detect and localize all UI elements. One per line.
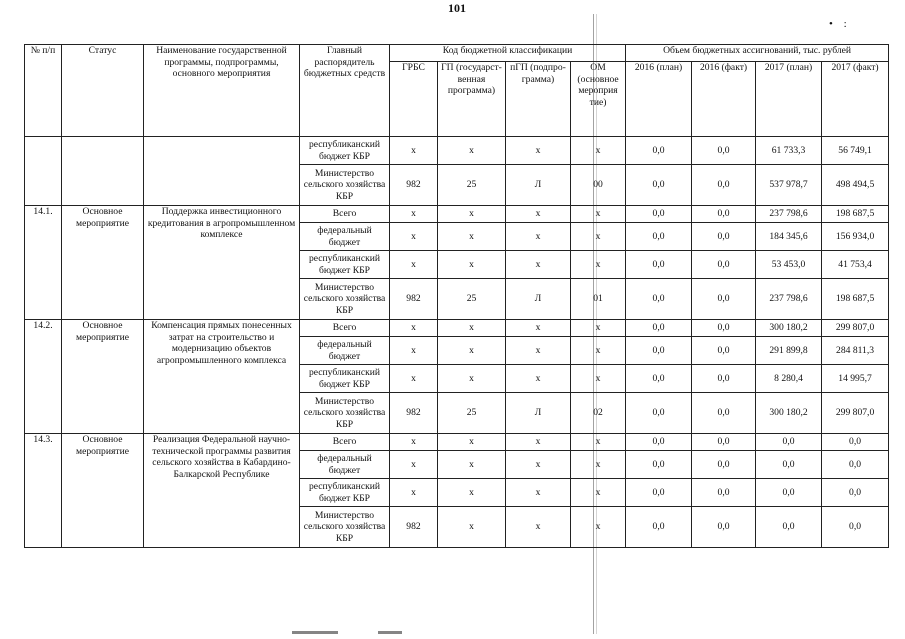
cell-om: х — [571, 365, 626, 393]
cell-program-name: Поддержка инвестиционного кредитования в агропромышленном комплексе — [144, 206, 300, 320]
cell-pgp: х — [506, 337, 571, 365]
scan-marks: • : — [829, 18, 851, 30]
header-2016-fact: 2016 (факт) — [692, 62, 756, 137]
cell-2016-fact: 0,0 — [692, 434, 756, 451]
cell-pgp: х — [506, 507, 571, 548]
table-body — [25, 137, 889, 548]
table-row — [25, 434, 889, 451]
cell-administrator: федеральный бюджет — [300, 451, 390, 479]
page-number: 101 — [448, 1, 466, 15]
cell-gp: х — [438, 251, 506, 279]
cell-2017-plan: 53 453,0 — [756, 251, 822, 279]
cell-2017-fact: 198 687,5 — [822, 206, 889, 223]
cell-2017-plan: 237 798,6 — [756, 279, 822, 320]
cell-pgp: х — [506, 451, 571, 479]
cell-2017-plan: 184 345,6 — [756, 223, 822, 251]
cell-item-number: 14.3. — [25, 434, 62, 548]
header-program-name: Наименование государственной программы, подпрограммы, основного мероприятия — [144, 45, 300, 137]
cell-grbs: 982 — [390, 393, 438, 434]
table-header — [25, 45, 889, 137]
cell-om: х — [571, 320, 626, 337]
cell-grbs: х — [390, 434, 438, 451]
cell-2017-fact: 498 494,5 — [822, 165, 889, 206]
cell-2017-fact: 198 687,5 — [822, 279, 889, 320]
cell-om: х — [571, 507, 626, 548]
cell-2016-fact: 0,0 — [692, 451, 756, 479]
cell-om: х — [571, 479, 626, 507]
cell-2016-fact: 0,0 — [692, 337, 756, 365]
cell-2017-fact: 0,0 — [822, 507, 889, 548]
cell-om: х — [571, 137, 626, 165]
cell-2017-plan: 8 280,4 — [756, 365, 822, 393]
cell-pgp: Л — [506, 393, 571, 434]
cell-administrator: Всего — [300, 320, 390, 337]
cell-grbs: х — [390, 223, 438, 251]
cell-administrator: республиканский бюджет КБР — [300, 137, 390, 165]
cell-om: х — [571, 337, 626, 365]
cell-status: Основное мероприятие — [62, 320, 144, 434]
cell-grbs: х — [390, 137, 438, 165]
cell-administrator: федеральный бюджет — [300, 223, 390, 251]
cell-status: Основное мероприятие — [62, 434, 144, 548]
cell-grbs: х — [390, 206, 438, 223]
cell-2016-plan: 0,0 — [626, 165, 692, 206]
cell-grbs: х — [390, 365, 438, 393]
header-num: № п/п — [25, 45, 62, 137]
cell-pgp: х — [506, 223, 571, 251]
header-administrator: Главный распорядитель бюджетных средств — [300, 45, 390, 137]
cell-2016-plan: 0,0 — [626, 206, 692, 223]
cell-administrator: Министерство сельского хозяйства КБР — [300, 279, 390, 320]
cell-2017-plan: 0,0 — [756, 451, 822, 479]
header-volume-group: Объем бюджетных ассигнований, тыс. рублей — [626, 45, 889, 62]
cell-grbs: 982 — [390, 507, 438, 548]
cell-2017-fact: 299 807,0 — [822, 393, 889, 434]
cell-grbs: х — [390, 251, 438, 279]
cell-2016-plan: 0,0 — [626, 337, 692, 365]
cell-item-number: 14.1. — [25, 206, 62, 320]
cell-2016-plan: 0,0 — [626, 507, 692, 548]
cell-pgp: х — [506, 365, 571, 393]
table-row — [25, 320, 889, 337]
cell-administrator: республиканский бюджет КБР — [300, 479, 390, 507]
scan-smudge — [378, 631, 402, 634]
cell-item-number: 14.2. — [25, 320, 62, 434]
cell-2016-fact: 0,0 — [692, 365, 756, 393]
header-status: Статус — [62, 45, 144, 137]
header-2017-plan: 2017 (план) — [756, 62, 822, 137]
cell-item-number — [25, 137, 62, 206]
cell-om: х — [571, 251, 626, 279]
cell-gp: х — [438, 320, 506, 337]
cell-grbs: х — [390, 479, 438, 507]
header-pgp: пГП (подпро-грамма) — [506, 62, 571, 137]
cell-gp: х — [438, 365, 506, 393]
cell-om: х — [571, 206, 626, 223]
cell-2016-fact: 0,0 — [692, 251, 756, 279]
cell-administrator: федеральный бюджет — [300, 337, 390, 365]
cell-gp: х — [438, 479, 506, 507]
cell-2016-plan: 0,0 — [626, 365, 692, 393]
cell-grbs: х — [390, 337, 438, 365]
cell-om: х — [571, 451, 626, 479]
cell-2016-plan: 0,0 — [626, 434, 692, 451]
cell-2017-fact: 56 749,1 — [822, 137, 889, 165]
cell-2016-fact: 0,0 — [692, 279, 756, 320]
cell-om: х — [571, 223, 626, 251]
cell-2017-fact: 0,0 — [822, 479, 889, 507]
cell-2017-plan: 291 899,8 — [756, 337, 822, 365]
cell-administrator: Министерство сельского хозяйства КБР — [300, 165, 390, 206]
cell-gp: х — [438, 337, 506, 365]
cell-2016-fact: 0,0 — [692, 206, 756, 223]
cell-gp: 25 — [438, 165, 506, 206]
cell-2017-plan: 300 180,2 — [756, 320, 822, 337]
cell-om: 02 — [571, 393, 626, 434]
cell-2017-plan: 61 733,3 — [756, 137, 822, 165]
cell-pgp: х — [506, 206, 571, 223]
cell-administrator: Всего — [300, 206, 390, 223]
cell-program-name — [144, 137, 300, 206]
header-om: ОМ (основное мероприя тие) — [571, 62, 626, 137]
cell-2017-plan: 300 180,2 — [756, 393, 822, 434]
cell-administrator: Министерство сельского хозяйства КБР — [300, 507, 390, 548]
cell-pgp: х — [506, 251, 571, 279]
cell-status: Основное мероприятие — [62, 206, 144, 320]
cell-om: 00 — [571, 165, 626, 206]
scan-smudge — [292, 631, 338, 634]
cell-2017-fact: 156 934,0 — [822, 223, 889, 251]
cell-2017-fact: 0,0 — [822, 451, 889, 479]
cell-2017-fact: 14 995,7 — [822, 365, 889, 393]
header-grbs: ГРБС — [390, 62, 438, 137]
cell-grbs: х — [390, 451, 438, 479]
cell-2017-fact: 284 811,3 — [822, 337, 889, 365]
cell-gp: х — [438, 223, 506, 251]
cell-2016-plan: 0,0 — [626, 251, 692, 279]
cell-2017-plan: 0,0 — [756, 507, 822, 548]
cell-gp: 25 — [438, 279, 506, 320]
cell-administrator: республиканский бюджет КБР — [300, 365, 390, 393]
cell-2017-fact: 41 753,4 — [822, 251, 889, 279]
cell-grbs: 982 — [390, 279, 438, 320]
cell-2016-fact: 0,0 — [692, 223, 756, 251]
cell-2016-plan: 0,0 — [626, 279, 692, 320]
cell-pgp: х — [506, 479, 571, 507]
cell-2016-plan: 0,0 — [626, 137, 692, 165]
cell-om: 01 — [571, 279, 626, 320]
cell-2016-plan: 0,0 — [626, 393, 692, 434]
cell-gp: 25 — [438, 393, 506, 434]
cell-2016-plan: 0,0 — [626, 223, 692, 251]
cell-2016-fact: 0,0 — [692, 393, 756, 434]
cell-2016-fact: 0,0 — [692, 320, 756, 337]
cell-gp: х — [438, 137, 506, 165]
table-row — [25, 137, 889, 165]
cell-pgp: х — [506, 320, 571, 337]
cell-pgp: Л — [506, 279, 571, 320]
cell-om: х — [571, 434, 626, 451]
cell-2017-fact: 299 807,0 — [822, 320, 889, 337]
cell-grbs: 982 — [390, 165, 438, 206]
cell-2017-plan: 537 978,7 — [756, 165, 822, 206]
cell-2017-fact: 0,0 — [822, 434, 889, 451]
budget-allocation-table — [24, 44, 889, 548]
cell-pgp: х — [506, 434, 571, 451]
cell-2016-plan: 0,0 — [626, 479, 692, 507]
cell-2017-plan: 0,0 — [756, 479, 822, 507]
cell-gp: х — [438, 206, 506, 223]
header-gp: ГП (государст-венная программа) — [438, 62, 506, 137]
cell-2016-fact: 0,0 — [692, 137, 756, 165]
cell-2017-plan: 237 798,6 — [756, 206, 822, 223]
cell-pgp: х — [506, 137, 571, 165]
cell-2016-plan: 0,0 — [626, 451, 692, 479]
cell-2016-plan: 0,0 — [626, 320, 692, 337]
cell-program-name: Реализация Федеральной научно-технической программы развития сельского хозяйства в Кабардино-Балкарской Республике — [144, 434, 300, 548]
cell-2016-fact: 0,0 — [692, 507, 756, 548]
cell-2017-plan: 0,0 — [756, 434, 822, 451]
cell-administrator: Всего — [300, 434, 390, 451]
cell-grbs: х — [390, 320, 438, 337]
cell-gp: х — [438, 451, 506, 479]
table-row — [25, 206, 889, 223]
header-2016-plan: 2016 (план) — [626, 62, 692, 137]
header-budget-code-group: Код бюджетной классификации — [390, 45, 626, 62]
cell-pgp: Л — [506, 165, 571, 206]
cell-2016-fact: 0,0 — [692, 479, 756, 507]
cell-gp: х — [438, 434, 506, 451]
cell-gp: х — [438, 507, 506, 548]
header-2017-fact: 2017 (факт) — [822, 62, 889, 137]
cell-program-name: Компенсация прямых понесенных затрат на строительство и модернизацию объектов агропромышленного комплекса — [144, 320, 300, 434]
cell-administrator: республиканский бюджет КБР — [300, 251, 390, 279]
cell-2016-fact: 0,0 — [692, 165, 756, 206]
cell-administrator: Министерство сельского хозяйства КБР — [300, 393, 390, 434]
cell-status — [62, 137, 144, 206]
